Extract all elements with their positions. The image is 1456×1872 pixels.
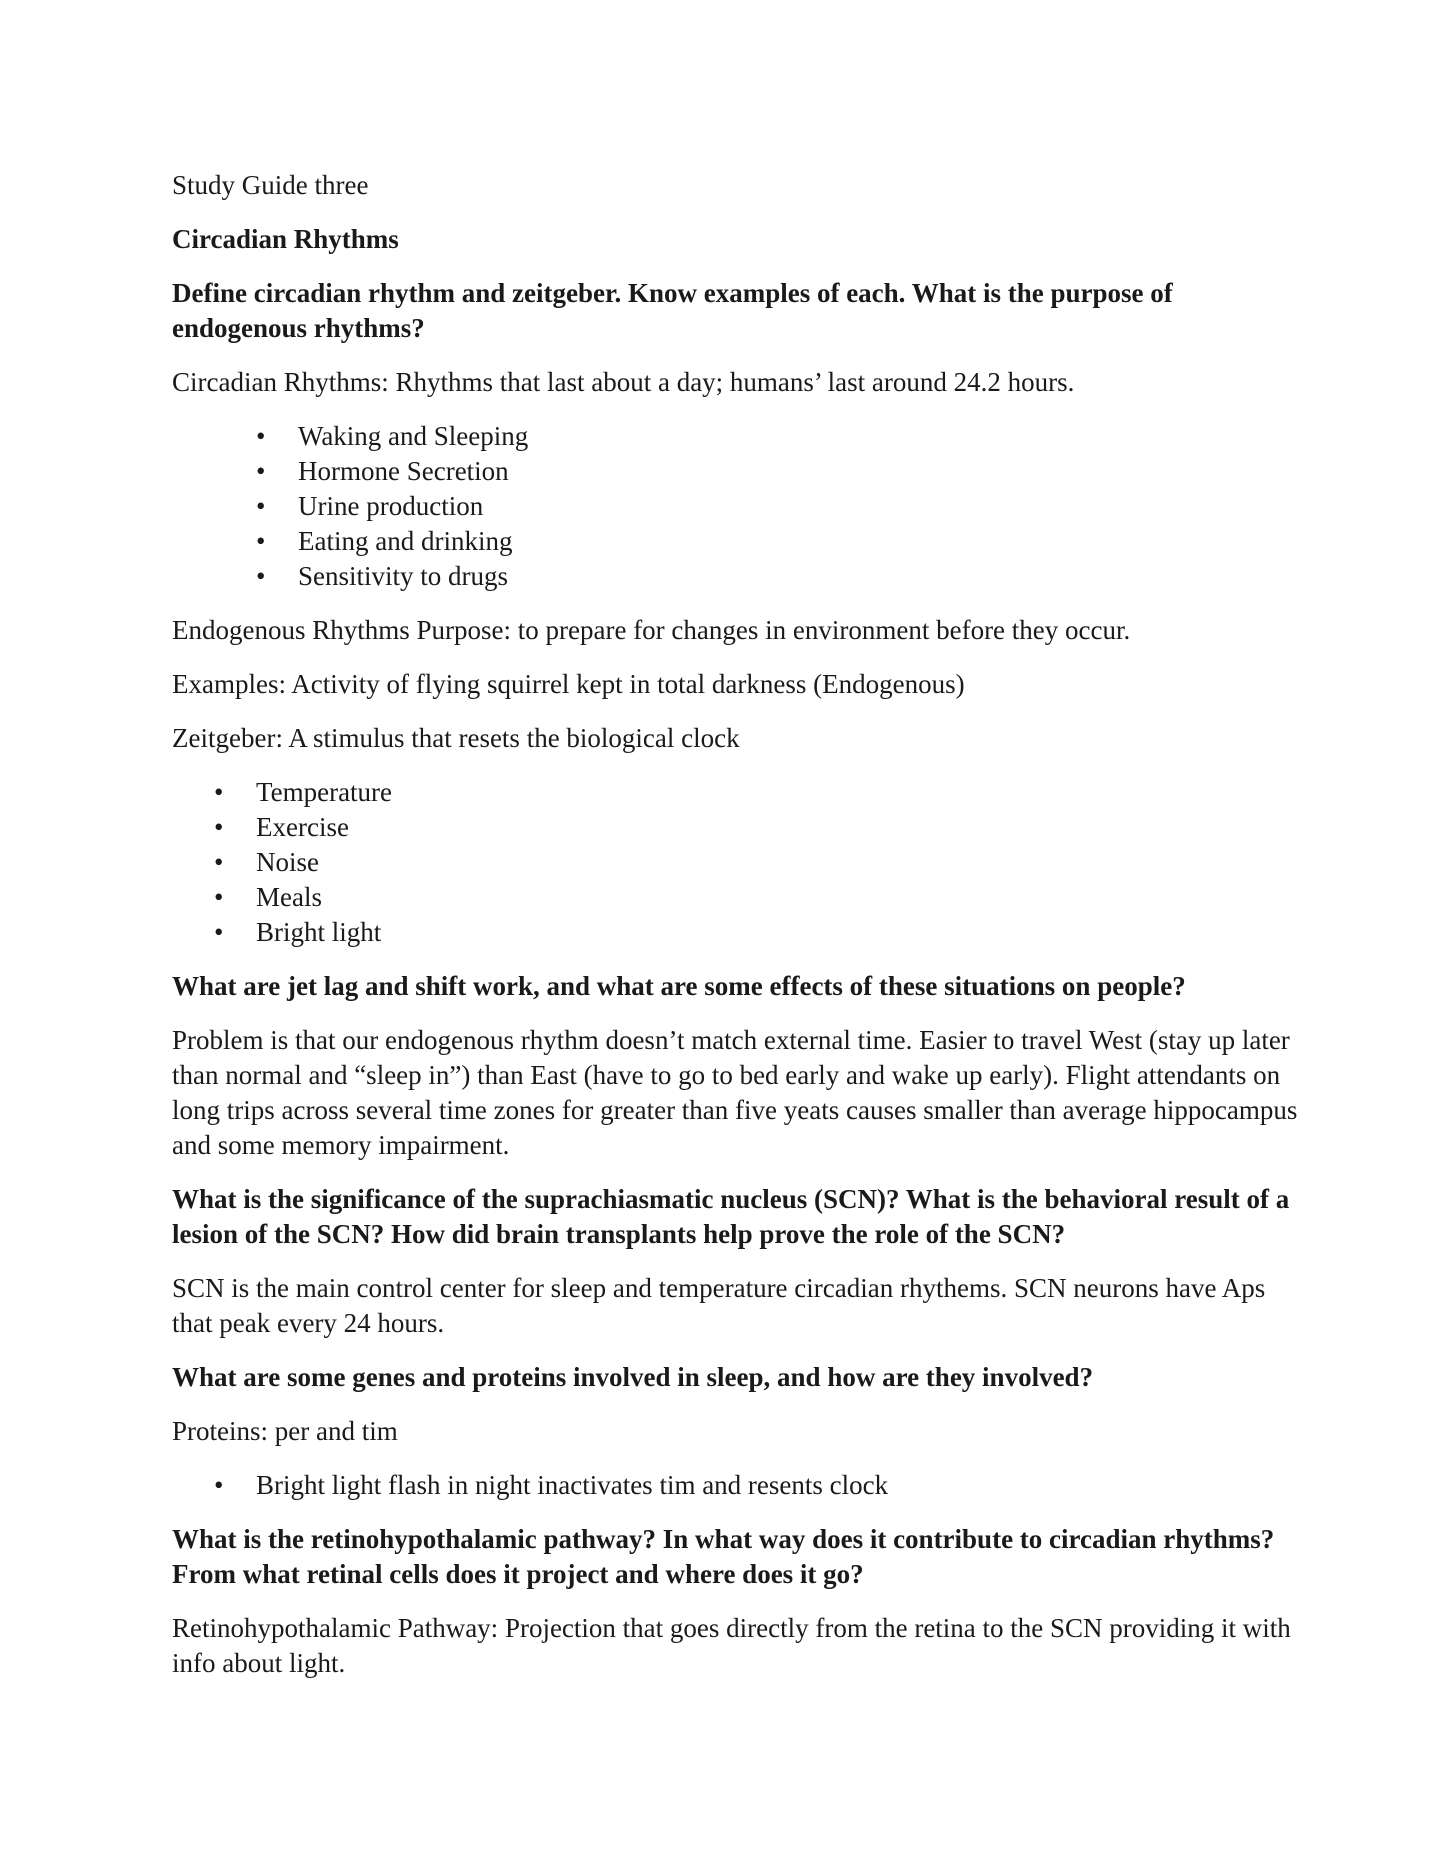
list-item-text: Urine production: [298, 491, 484, 521]
bullet-icon: •: [214, 1470, 224, 1500]
bullet-icon: •: [256, 491, 266, 521]
bullet-icon: •: [256, 421, 266, 451]
list-item: [172, 845, 1302, 880]
endogenous-purpose: Endogenous Rhythms Purpose: to prepare for changes in environment before they occur.: [172, 615, 1131, 645]
bullet-icon: •: [214, 882, 224, 912]
bullet-icon: •: [256, 526, 266, 556]
zeitgeber-definition: Zeitgeber: A stimulus that resets the biological clock: [172, 723, 740, 753]
list-item: [172, 559, 1302, 594]
examples-line: Examples: Activity of flying squirrel kept in total darkness (Endogenous): [172, 669, 965, 699]
document-page: [172, 168, 1302, 1700]
list-item-text: Eating and drinking: [298, 526, 513, 556]
list-item-text: Noise: [256, 847, 319, 877]
list-item: [172, 1468, 1302, 1503]
bullet-icon: •: [214, 777, 224, 807]
bullet-icon: •: [256, 456, 266, 486]
question-2: What are jet lag and shift work, and what are some effects of these situations on people?: [172, 971, 1186, 1001]
list-item: [172, 419, 1302, 454]
circadian-definition: Circadian Rhythms: Rhythms that last about a day; humans’ last around 24.2 hours.: [172, 367, 1075, 397]
section-heading: Circadian Rhythms: [172, 224, 399, 254]
list-item: [172, 915, 1302, 950]
question-4: What are some genes and proteins involved in sleep, and how are they involved?: [172, 1362, 1094, 1392]
list-item-text: Meals: [256, 882, 322, 912]
list-item: [172, 524, 1302, 559]
answer-3: SCN is the main control center for sleep and temperature circadian rhythems. SCN neurons have Aps that peak every 24 hours.: [172, 1273, 1266, 1338]
list-item-text: Hormone Secretion: [298, 456, 509, 486]
list-item-text: Bright light flash in night inactivates tim and resents clock: [256, 1470, 889, 1500]
list-item: [172, 880, 1302, 915]
list-item-text: Waking and Sleeping: [298, 421, 529, 451]
protein-notes-list: [172, 1468, 1302, 1503]
answer-2: Problem is that our endogenous rhythm doesn’t match external time. Easier to travel West (stay up later than normal and “sleep in”) than East (have to go to bed early and wake up early). Flight attendants on long trips across several time zones for greater than five yeats causes smaller than average hippocampus and some memory impairment.: [172, 1025, 1298, 1160]
list-item: [172, 454, 1302, 489]
question-1: Define circadian rhythm and zeitgeber. Know examples of each. What is the purpose of endogenous rhythms?: [172, 278, 1173, 343]
bullet-icon: •: [214, 812, 224, 842]
list-item: [172, 489, 1302, 524]
bullet-icon: •: [214, 917, 224, 947]
list-item-text: Sensitivity to drugs: [298, 561, 509, 591]
list-item-text: Bright light: [256, 917, 382, 947]
proteins-line: Proteins: per and tim: [172, 1416, 398, 1446]
list-item: [172, 810, 1302, 845]
bullet-icon: •: [214, 847, 224, 877]
circadian-examples-list: [172, 419, 1302, 594]
zeitgeber-examples-list: [172, 775, 1302, 950]
bullet-icon: •: [256, 561, 266, 591]
question-3: What is the significance of the suprachiasmatic nucleus (SCN)? What is the behavioral result of a lesion of the SCN? How did brain transplants help prove the role of the SCN?: [172, 1184, 1290, 1249]
list-item: [172, 775, 1302, 810]
document-title: Study Guide three: [172, 170, 369, 200]
question-5: What is the retinohypothalamic pathway? In what way does it contribute to circadian rhythms? From what retinal cells does it project and where does it go?: [172, 1524, 1275, 1589]
list-item-text: Exercise: [256, 812, 349, 842]
list-item-text: Temperature: [256, 777, 393, 807]
answer-5: Retinohypothalamic Pathway: Projection that goes directly from the retina to the SCN providing it with info about light.: [172, 1613, 1291, 1678]
